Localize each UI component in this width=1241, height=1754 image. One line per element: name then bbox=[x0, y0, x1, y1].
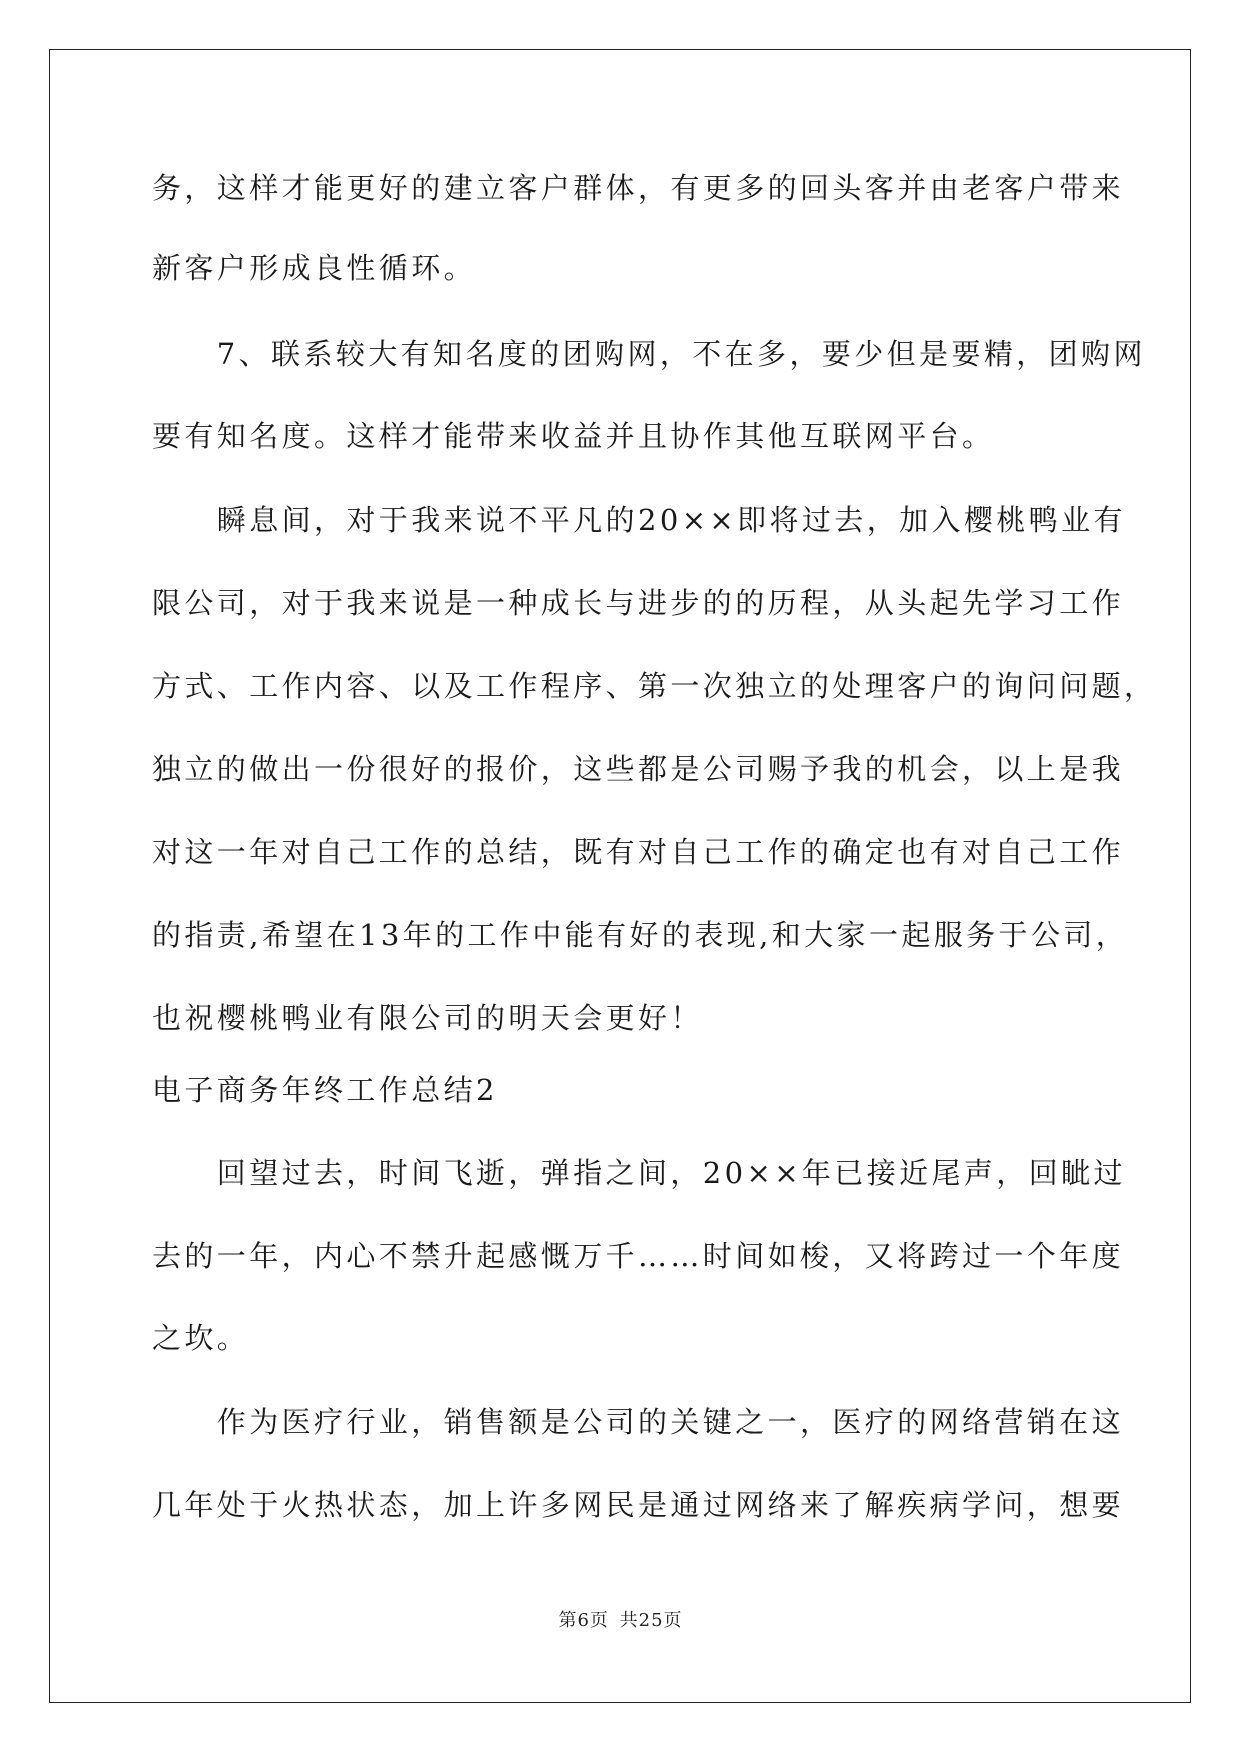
text-line: 作为医疗行业，销售额是公司的关键之一，医疗的网络营销在这 bbox=[152, 1405, 1125, 1439]
text-line: 7、联系较大有知名度的团购网，不在多，要少但是要精，团购网 bbox=[152, 337, 1146, 371]
text-line: 要有知名度。这样才能带来收益并且协作其他互联网平台。 bbox=[152, 419, 995, 453]
text-line: 新客户形成良性循环。 bbox=[152, 251, 477, 285]
text-line: 几年处于火热状态，加上许多网民是通过网络来了解疾病学问，想要 bbox=[152, 1488, 1125, 1522]
text-line: 限公司，对于我来说是一种成长与进步的的历程，从头起先学习工作 bbox=[152, 586, 1125, 620]
text-line: 独立的做出一份很好的报价，这些都是公司赐予我的机会，以上是我 bbox=[152, 752, 1125, 786]
text-line: 的指责,希望在13年的工作中能有好的表现,和大家一起服务于公司， bbox=[152, 918, 1129, 952]
section-heading: 电子商务年终工作总结2 bbox=[152, 1073, 498, 1107]
text-line: 方式、工作内容、以及工作程序、第一次独立的处理客户的询问问题， bbox=[152, 669, 1157, 703]
page-number: 第6页 bbox=[558, 1610, 609, 1631]
text-line: 务，这样才能更好的建立客户群体，有更多的回头客并由老客户带来 bbox=[152, 171, 1125, 205]
text-line: 瞬息间，对于我来说不平凡的20××即将过去，加入樱桃鸭业有 bbox=[152, 503, 1126, 537]
text-line: 去的一年，内心不禁升起感慨万千……时间如梭，又将跨过一个年度 bbox=[152, 1239, 1125, 1273]
text-line: 回望过去，时间飞逝，弹指之间，20××年已接近尾声，回眦过 bbox=[152, 1156, 1126, 1190]
page-footer bbox=[0, 1606, 1241, 1632]
text-line: 对这一年对自己工作的总结，既有对自己工作的确定也有对自己工作 bbox=[152, 835, 1125, 869]
text-line: 也祝樱桃鸭业有限公司的明天会更好！ bbox=[152, 1001, 703, 1035]
text-line: 之坎。 bbox=[152, 1321, 250, 1355]
page-total: 共25页 bbox=[619, 1610, 683, 1631]
page-border bbox=[49, 49, 1191, 1703]
